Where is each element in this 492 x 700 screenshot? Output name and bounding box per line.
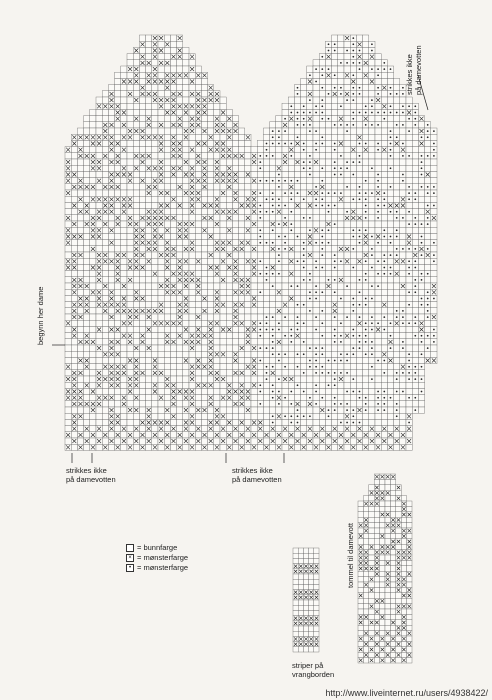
- not-knitted-bottom-left-label-1: strikkes ikke: [66, 466, 107, 475]
- source-url: http://www.liveinternet.ru/users/4938422/: [325, 688, 488, 698]
- legend: [126, 543, 188, 573]
- legend-item-pattern-cross: × = mønsterfarge: [126, 553, 188, 563]
- not-knitted-top-right-label-2: på damevotten: [414, 45, 423, 95]
- thumb-chart: [358, 474, 412, 663]
- stripe-label-1: striper på: [292, 661, 324, 670]
- stripe-label-2: vrangborden: [292, 670, 335, 679]
- not-knitted-top-right-label-1: strikkes ikke: [405, 54, 414, 95]
- not-knitted-bottom-left-label-2: på damevotten: [66, 475, 116, 484]
- not-knitted-bottom-mid-label-1: strikkes ikke: [232, 466, 273, 475]
- legend-item-background: = bunnfarge: [126, 543, 188, 553]
- blank-symbol-icon: [126, 544, 134, 552]
- legend-item-pattern-dot: • = mønsterfarge: [126, 563, 188, 573]
- cross-symbol-icon: ×: [126, 554, 134, 562]
- not-knitted-bottom-mid-label-2: på damevotten: [232, 475, 282, 484]
- begin-here-label: begynn her dame: [36, 286, 45, 345]
- dot-symbol-icon: •: [126, 564, 134, 572]
- stripe-chart: [293, 548, 319, 652]
- thumb-label: tommel til damevott: [346, 522, 355, 588]
